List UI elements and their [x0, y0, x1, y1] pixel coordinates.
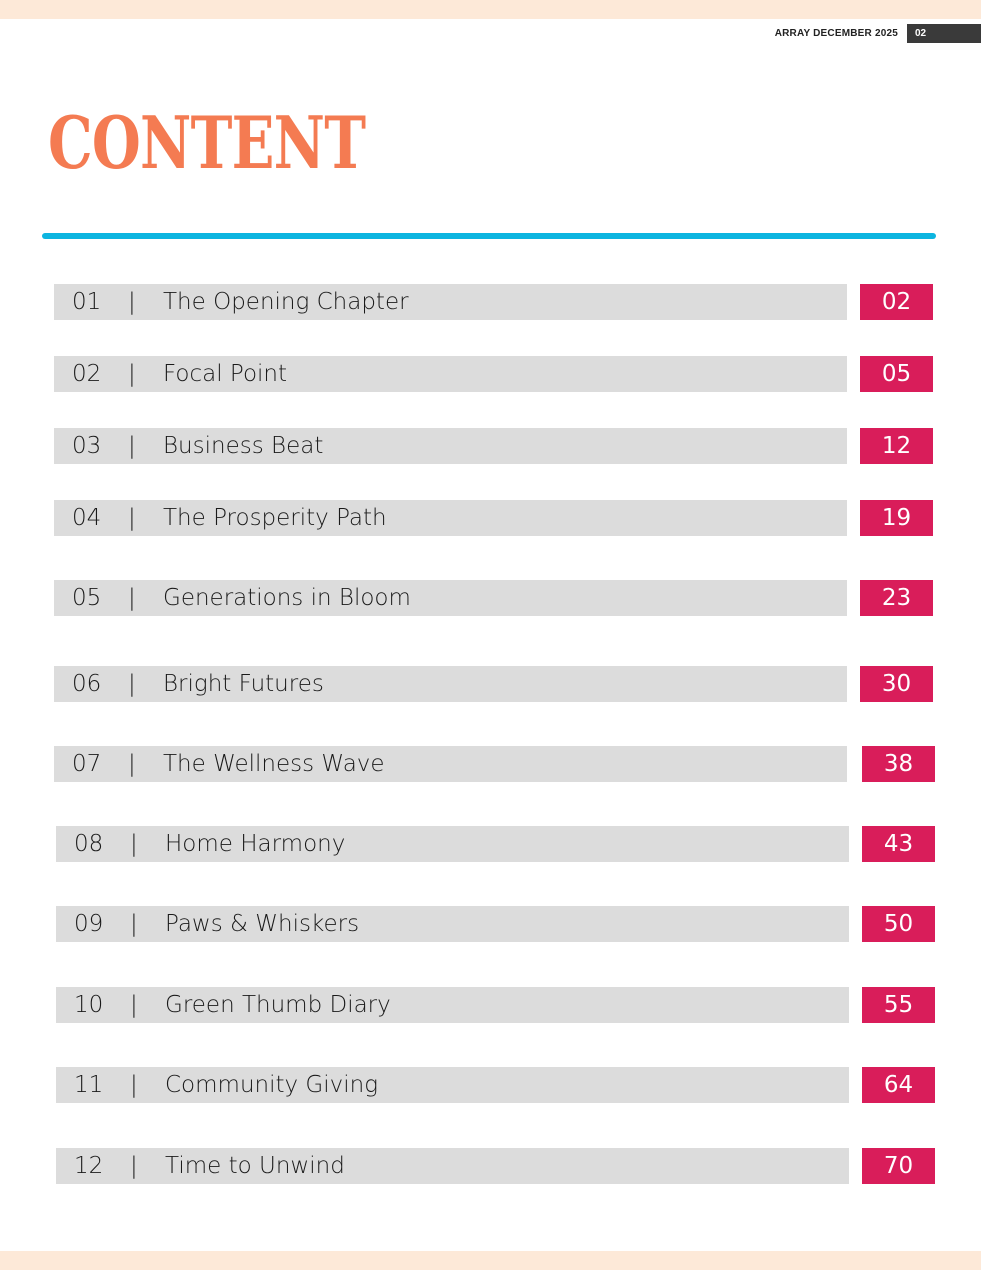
toc-title: Paws & Whiskers: [165, 911, 360, 937]
toc-separator: |: [128, 505, 136, 531]
toc-separator: |: [128, 289, 136, 315]
toc-page-number: 64: [862, 1067, 935, 1103]
toc-page-number: 55: [862, 987, 935, 1023]
toc-page-number: 19: [860, 500, 933, 536]
toc-number: 02: [72, 361, 102, 387]
toc-title: Community Giving: [165, 1072, 379, 1098]
toc-number: 06: [72, 671, 102, 697]
toc-title: Time to Unwind: [165, 1153, 345, 1179]
top-band: [0, 0, 981, 19]
toc-separator: |: [130, 831, 138, 857]
toc-number: 03: [72, 433, 102, 459]
toc-separator: |: [130, 1153, 138, 1179]
toc-number: 10: [74, 992, 104, 1018]
toc-page-number: 50: [862, 906, 935, 942]
issue-label: ARRAY DECEMBER 2025: [774, 28, 898, 39]
toc-page-number: 12: [860, 428, 933, 464]
toc-separator: |: [128, 585, 136, 611]
toc-number: 11: [74, 1072, 104, 1098]
toc-page-number: 30: [860, 666, 933, 702]
toc-title: The Wellness Wave: [163, 751, 385, 777]
toc-number: 01: [72, 289, 102, 315]
toc-number: 05: [72, 585, 102, 611]
toc-number: 04: [72, 505, 102, 531]
toc-number: 08: [74, 831, 104, 857]
toc-title: Generations in Bloom: [163, 585, 411, 611]
toc-separator: |: [128, 751, 136, 777]
toc-page-number: 43: [862, 826, 935, 862]
toc-title: Home Harmony: [165, 831, 346, 857]
toc-page-number: 23: [860, 580, 933, 616]
toc-page-number: 38: [862, 746, 935, 782]
divider-rule: [42, 233, 936, 239]
toc-title: Green Thumb Diary: [165, 992, 391, 1018]
toc-separator: |: [130, 911, 138, 937]
toc-separator: |: [130, 1072, 138, 1098]
toc-page-number: 05: [860, 356, 933, 392]
toc-separator: |: [128, 671, 136, 697]
toc-title: Business Beat: [163, 433, 324, 459]
toc-number: 09: [74, 911, 104, 937]
toc-title: Bright Futures: [163, 671, 324, 697]
toc-title: Focal Point: [163, 361, 288, 387]
toc-number: 12: [74, 1153, 104, 1179]
toc-separator: |: [130, 992, 138, 1018]
toc-number: 07: [72, 751, 102, 777]
toc-title: The Opening Chapter: [163, 289, 409, 315]
bottom-band: [0, 1251, 981, 1270]
toc-separator: |: [128, 361, 136, 387]
toc-page-number: 02: [860, 284, 933, 320]
page-title: CONTENT: [48, 100, 366, 185]
page-number-badge: 02: [907, 24, 981, 43]
toc-title: The Prosperity Path: [163, 505, 387, 531]
toc-page-number: 70: [862, 1148, 935, 1184]
toc-separator: |: [128, 433, 136, 459]
